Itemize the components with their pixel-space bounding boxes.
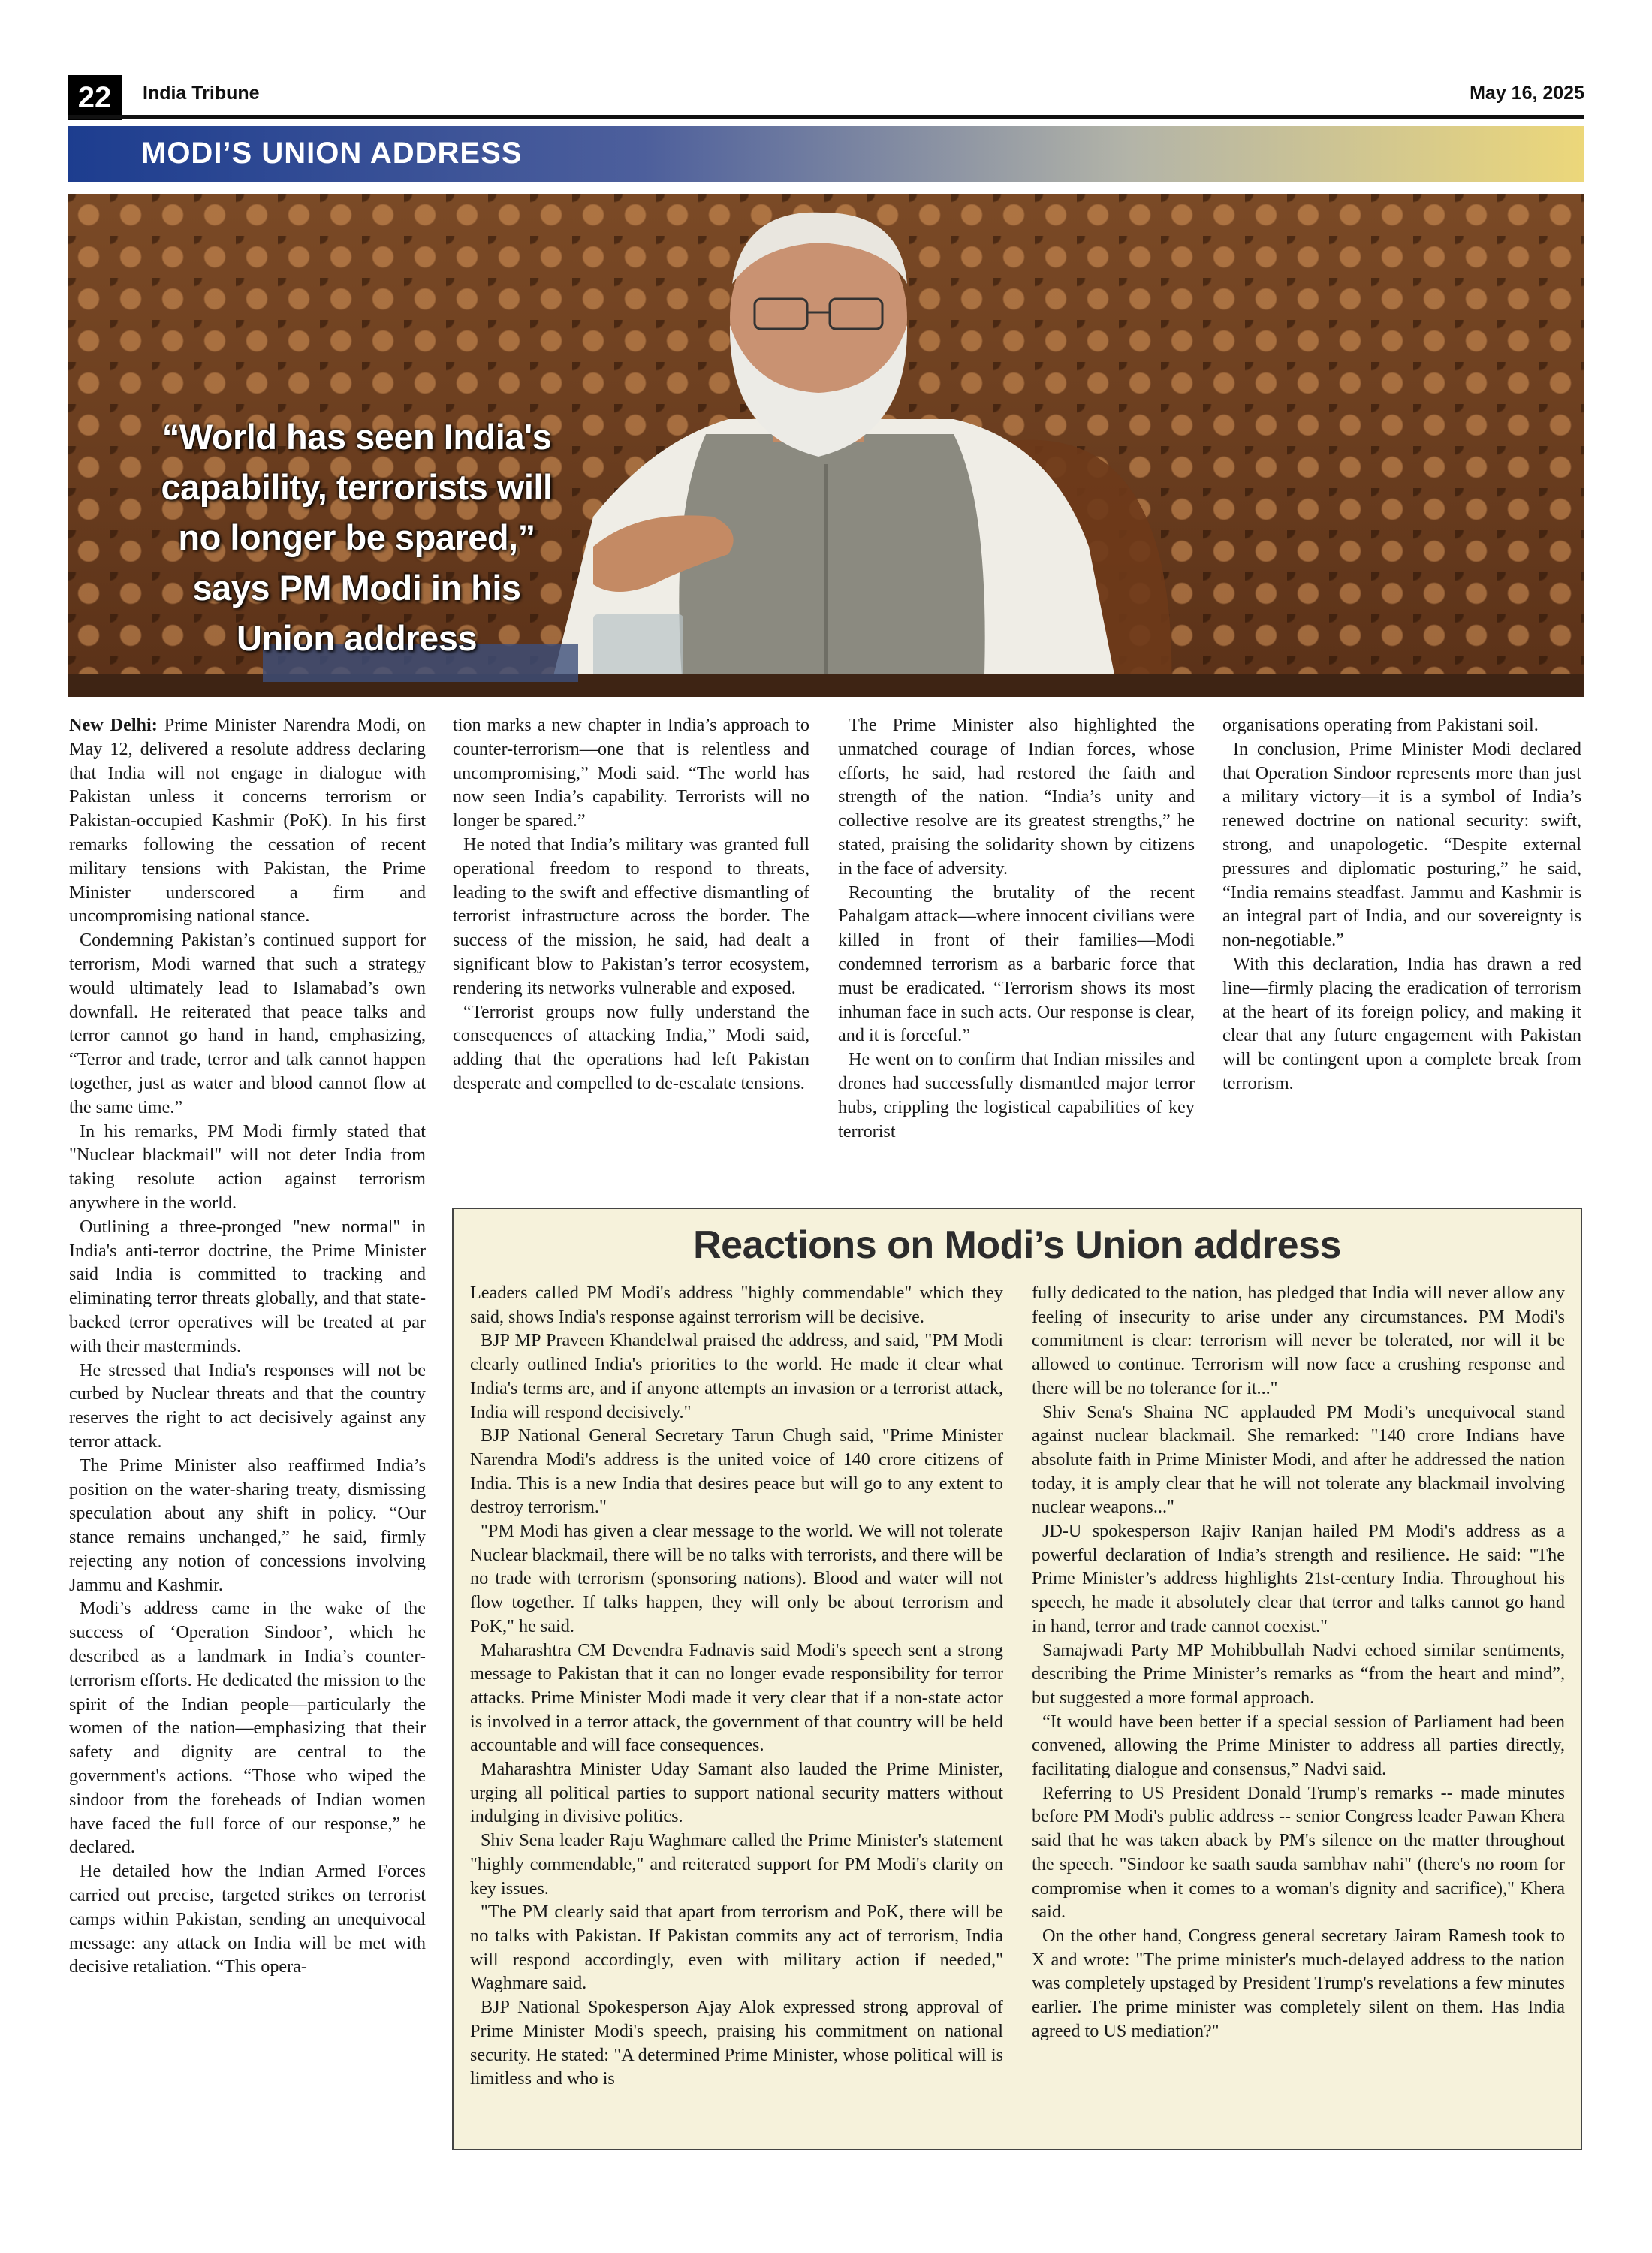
reaction-paragraph: BJP National Spokesperson Ajay Alok expressed strong approval of Prime Minister Modi's speech, praising his commitment on national security. He stated: "A determined Prime Minister, whose political will is limitless and who is: [470, 1997, 1003, 2089]
reaction-paragraph: fully dedicated to the nation, has pledged that India will never allow any feeling of insecurity to arise under any circumstances. PM Modi's commitment is clear: terrorism will never be tolerated, nor will it be allowed to continue. Terrorism will now face a crushing response and there will be no tolerance for it...": [1032, 1283, 1565, 1398]
reactions-column-1: [470, 1281, 1003, 2091]
article-paragraph: Outlining a three-pronged "new normal" in India's anti-terror doctrine, the Prime Minister said India is committed to tracking and eliminating terror threats globally, and that state-backed terror operatives will be treated at par with their masterminds.: [69, 1216, 426, 1356]
reaction-paragraph: Shiv Sena's Shaina NC applauded PM Modi’s unequivocal stand against nuclear blackmail. She remarked: "140 crore Indians have absolute faith in Prime Minister Modi, and after he addressed the nation today, it is amply clear that he will not tolerate any blackmail involving nuclear weapons...": [1032, 1401, 1565, 1518]
article-column-3: [838, 713, 1195, 1143]
article-column-1: [69, 713, 426, 1979]
reactions-column-2: [1032, 1281, 1565, 2043]
reaction-paragraph: Referring to US President Donald Trump's remarks -- made minutes before PM Modi's public address -- senior Congress leader Pawan Khera said that he was taken aback by PM's silence on the matter throughout the speech. "Sindoor ke saath sauda sambhav nahi" (there's no room for compromise when it comes to a woman's dignity and sacrifice)," Khera said.: [1032, 1782, 1565, 1923]
article-paragraph: In conclusion, Prime Minister Modi declared that Operation Sindoor represents more than just a military victory—it is a symbol of India’s renewed doctrine on national security: swift, strong, and unapologetic. “Despite external pressures and diplomatic posturing,” he said, “India remains steadfast. Jammu and Kashmir is an integral part of India, and our sovereignty is non-negotiable.”: [1222, 738, 1581, 951]
reaction-paragraph: BJP National General Secretary Tarun Chugh said, "Prime Minister Narendra Modi's address is the united voice of 140 crore citizens of India. This is a new India that desires peace but will go to any extent to destroy terrorism.": [470, 1425, 1003, 1518]
reaction-paragraph: Leaders called PM Modi's address "highly commendable" which they said, shows India's response against terrorism will be decisive.: [470, 1283, 1003, 1327]
article-paragraph: Condemning Pakistan’s continued support for terrorism, Modi warned that such a strategy would ultimately lead to Islamabad’s own downfall. He reiterated that peace talks and terror cannot go hand in hand, emphasizing, “Terror and trade, terror and talk cannot happen together, just as water and blood cannot flow at the same time.”: [69, 930, 426, 1117]
article-paragraph: He detailed how the Indian Armed Forces carried out precise, targeted strikes on terrorist camps within Pakistan, sending an unequivocal message: any attack on India will be met with decisive retaliation. “This opera-: [69, 1861, 426, 1977]
article-dateline: New Delhi:: [69, 715, 158, 735]
reaction-paragraph: "PM Modi has given a clear message to the world. We will not tolerate Nuclear blackmail, there will be no talks with terrorists, and there will be no trade with terrorism (sponsoring nations). Blood and water will not flow together. If talks happen, they will only be about terrorism and PoK," he said.: [470, 1521, 1003, 1636]
article-paragraph: He noted that India’s military was granted full operational freedom to respond to threats, leading to the swift and effective dismantling of terrorist infrastructure across the border. The success of the mission, he said, had dealt a significant blow to Pakistan’s terror ecosystem, rendering its networks vulnerable and exposed.: [453, 834, 809, 998]
reaction-paragraph: Maharashtra CM Devendra Fadnavis said Modi's speech sent a strong message to Pakistan that it can no longer evade responsibility for terror attacks. Prime Minister Modi made it very clear that if a non-state actor is involved in a terror attack, the government of that country will be held accountable and will face consequences.: [470, 1639, 1003, 1756]
article-paragraph: He went on to confirm that Indian missiles and drones had successfully dismantled major terror hubs, crippling the logistical capabilities of key terrorist: [838, 1049, 1195, 1142]
reaction-paragraph: BJP MP Praveen Khandelwal praised the address, and said, "PM Modi clearly outlined India's priorities to the world. He made it clear what India's terms are, and if anyone attempts an invasion or a terrorist attack, India will respond decisively.": [470, 1330, 1003, 1422]
reaction-paragraph: Shiv Sena leader Raju Waghmare called the Prime Minister's statement "highly commendable," and reiterated support for PM Modi's clarity on key issues.: [470, 1830, 1003, 1899]
article-paragraph: Recounting the brutality of the recent Pahalgam attack—where innocent civilians were killed in front of their families—Modi condemned terrorism as a barbaric force that must be eradicated. “Terrorism shows its most inhuman face in such acts. Our response is clear, and it is forceful.”: [838, 882, 1195, 1046]
article-paragraph: tion marks a new chapter in India’s approach to counter-terrorism—one that is relentless and uncompromising,” Modi said. “The world has now seen India’s capability. Terrorists will no longer be spared.”: [453, 715, 809, 831]
reaction-paragraph: "The PM clearly said that apart from terrorism and PoK, there will be no talks with Pakistan. If Pakistan commits any act of terrorism, India will respond accordingly, even with military action if needed," Waghmare said.: [470, 1902, 1003, 1994]
page-header: [68, 75, 1584, 120]
section-title: MODI’S UNION ADDRESS: [141, 137, 523, 170]
article-paragraph: New Delhi: Prime Minister Narendra Modi, on May 12, delivered a resolute address declaring that India will not engage in dialogue with Pakistan unless it concerns terrorism or Pakistan-occupied Kashmir (PoK). In his first remarks following the cessation of recent military tensions with Pakistan, the Prime Minister underscored a firm and uncompromising national stance.: [69, 715, 426, 927]
reaction-paragraph: Samajwadi Party MP Mohibbullah Nadvi echoed similar sentiments, describing the Prime Minister’s remarks as “from the heart and mind”, but suggested a more formal approach.: [1032, 1639, 1565, 1708]
reaction-paragraph: “It would have been better if a special session of Parliament had been convened, allowing the Prime Minister to address all parties directly, facilitating dialogue and consensus,” Nadvi said.: [1032, 1711, 1565, 1780]
article-paragraph: organisations operating from Pakistani soil.: [1222, 715, 1539, 735]
reactions-title: Reactions on Modi’s Union address: [693, 1223, 1341, 1267]
article-column-2: [453, 713, 809, 1096]
reaction-paragraph: JD-U spokesperson Rajiv Ranjan hailed PM Modi's address as a powerful declaration of India’s strength and resilience. He said: "The Prime Minister’s address highlights 21st-century India. Throughout his speech, he made it absolutely clear that terror and talks cannot go hand in hand, terror and trade cannot coexist.": [1032, 1521, 1565, 1636]
article-paragraph: He stressed that India's responses will not be curbed by Nuclear threats and that the country reserves the right to act decisively against any terror attack.: [69, 1359, 426, 1452]
lead-photo: [68, 194, 1584, 697]
article-paragraph: With this declaration, India has drawn a red line—firmly placing the eradication of terrorism at the heart of its foreign policy, and making it clear that any future engagement with Pakistan will be contingent upon a complete break from terrorism.: [1222, 953, 1581, 1093]
photo-headline: “World has seen India's capability, terrorists will no longer be spared,” says PM Modi in his Union address: [161, 417, 553, 658]
article-paragraph: The Prime Minister also reaffirmed India’s position on the water-sharing treaty, dismissing speculation about any shift in policy. “Our stance remains unchanged,” he said, firmly rejecting any notion of concessions involving Jammu and Kashmir.: [69, 1455, 426, 1595]
section-banner: [68, 126, 1584, 182]
article-paragraph: In his remarks, PM Modi firmly stated that "Nuclear blackmail" will not deter India from taking resolute action against terrorism anywhere in the world.: [69, 1120, 426, 1213]
reaction-paragraph: On the other hand, Congress general secretary Jairam Ramesh took to X and wrote: "The prime minister's much-delayed address to the nation was completely upstaged by President Trump's revelations a few minutes earlier. The prime minister was completely silent on them. Has India agreed to US mediation?": [1032, 1925, 1565, 2041]
publication-date: May 16, 2025: [1470, 83, 1584, 104]
article-paragraph: Modi’s address came in the wake of the success of ‘Operation Sindoor’, which he described as a landmark in India’s counter-terrorism efforts. He dedicated the mission to the spirit of the Indian people—particularly the women of the nation—emphasizing that their safety and dignity are central to the government's actions. “Those who wiped the sindoor from the foreheads of Indian women have faced the full force of our response,” he declared.: [69, 1598, 426, 1858]
page-number: 22: [68, 75, 122, 120]
reactions-box: [452, 1208, 1582, 2150]
reaction-paragraph: Maharashtra Minister Uday Samant also lauded the Prime Minister, urging all political parties to support national security matters without indulging in divisive politics.: [470, 1759, 1003, 1827]
article-paragraph: The Prime Minister also highlighted the unmatched courage of Indian forces, whose efforts, he said, had restored the faith and strength of the nation. “India’s unity and collective resolve are its greatest strengths,” he stated, praising the solidarity shown by citizens in the face of adversity.: [838, 715, 1195, 879]
publication-name: India Tribune: [143, 83, 260, 104]
article-column-4: [1222, 713, 1581, 1096]
header-rule: [68, 115, 1584, 119]
article-paragraph: “Terrorist groups now fully understand the consequences of attacking India,” Modi said, adding that the operations had left Pakistan desperate and compelled to de-escalate tensions.: [453, 1001, 809, 1093]
